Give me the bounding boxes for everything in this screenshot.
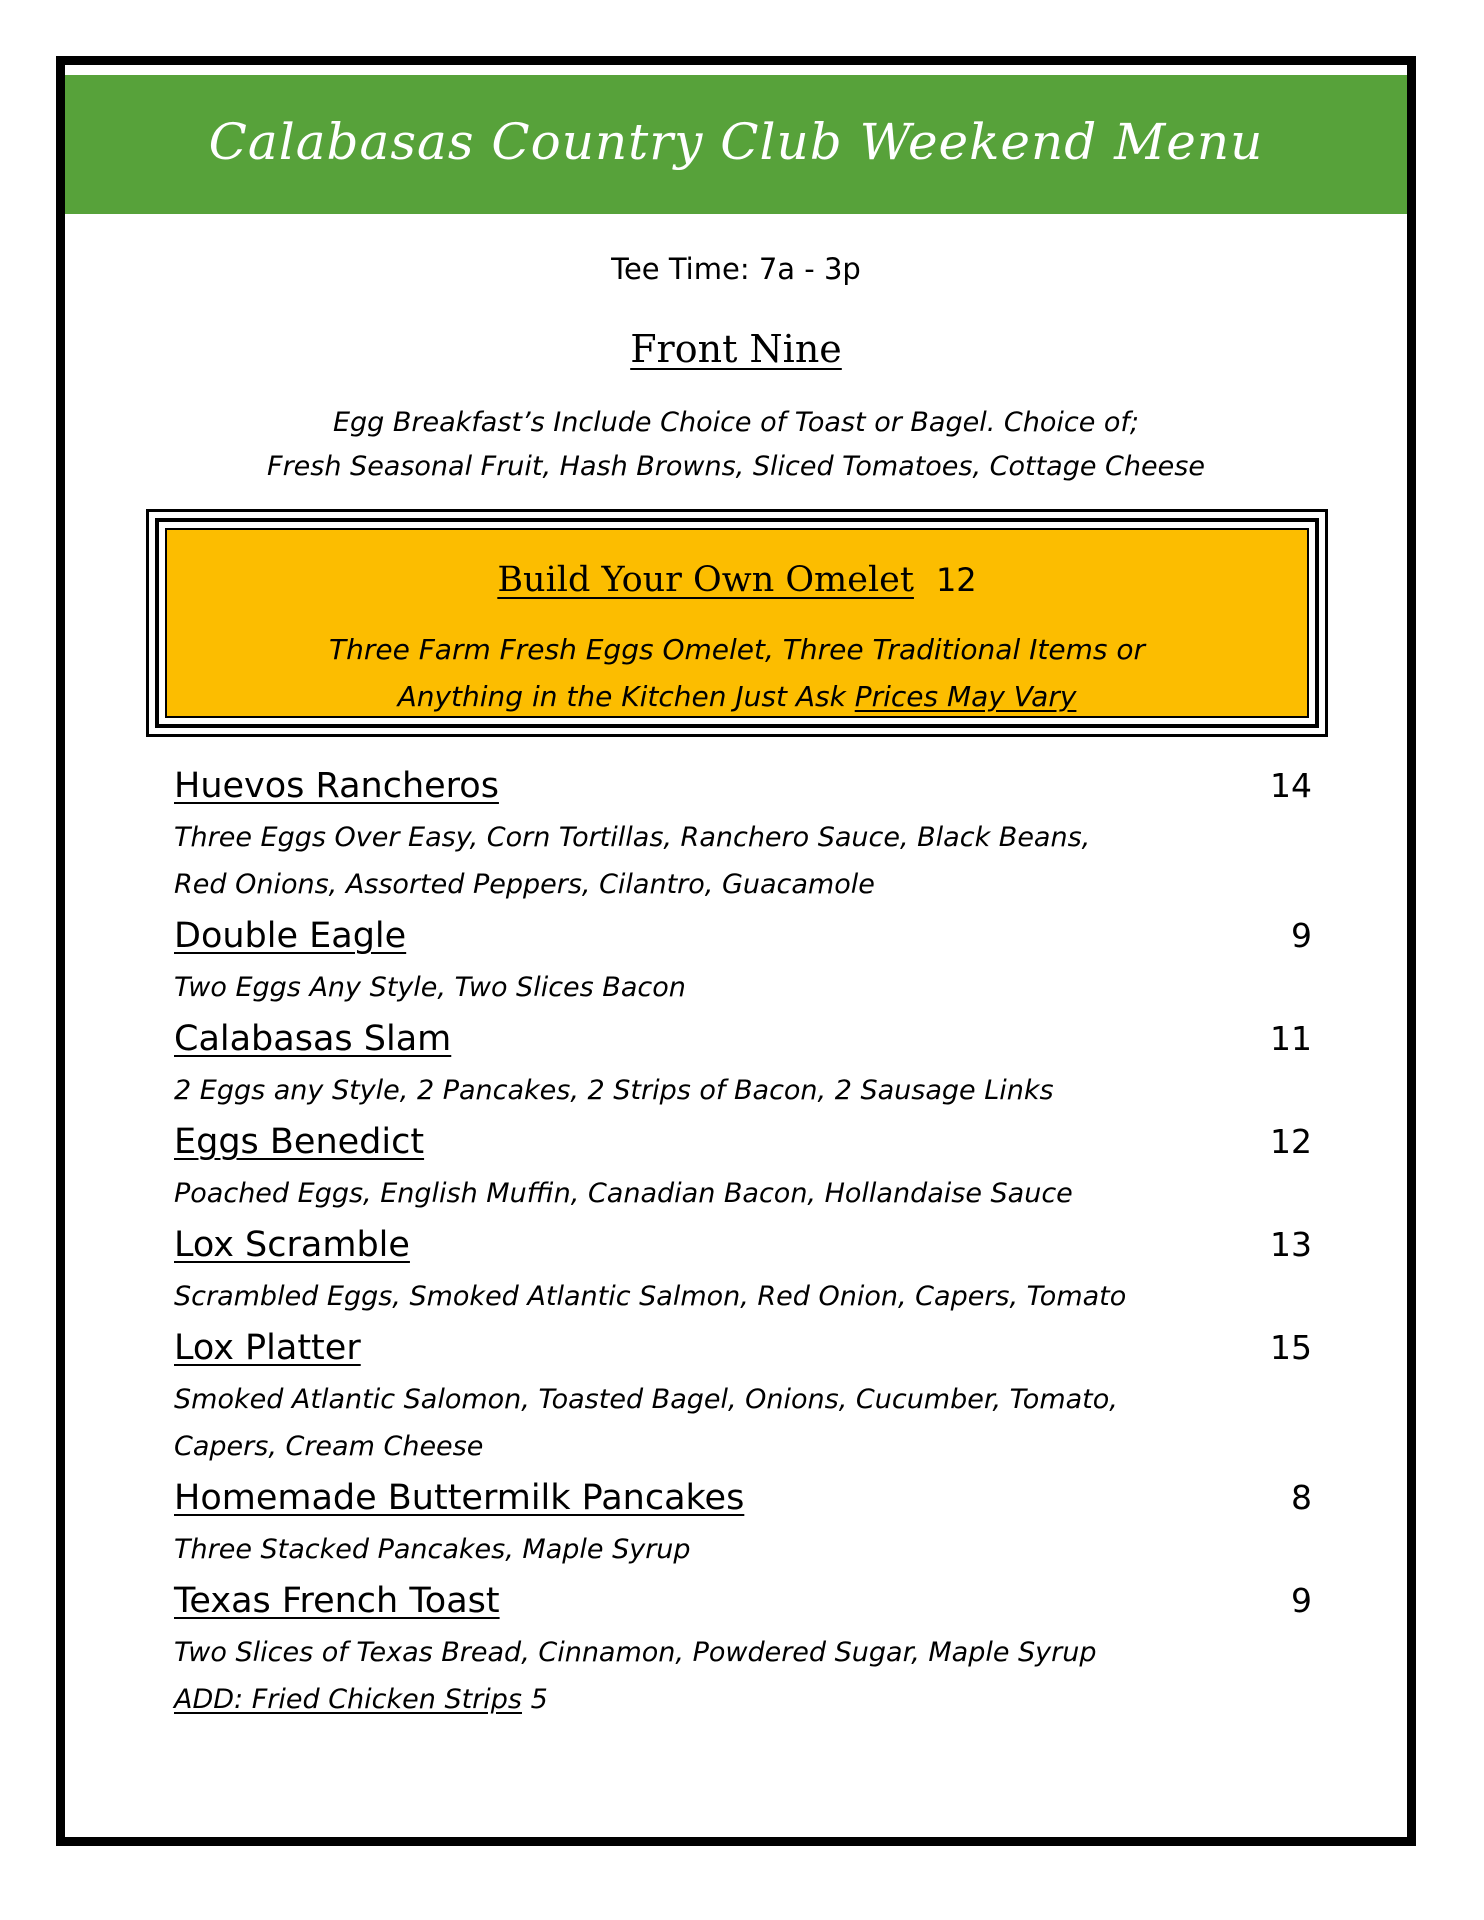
intro-line-1: Egg Breakfast’s Include Choice of Toast or Bagel. Choice of; bbox=[332, 407, 1140, 438]
menu-item-description: Red Onions, Assorted Peppers, Cilantro, Guacamole bbox=[174, 869, 875, 900]
menu-item-header bbox=[174, 1011, 1312, 1067]
menu-item bbox=[174, 908, 1312, 1011]
menu-item bbox=[174, 1573, 1312, 1723]
omelet-box-border bbox=[155, 518, 1319, 728]
menu-item-price: 12 bbox=[1270, 1122, 1312, 1161]
tee-time: Tee Time: 7a - 3p bbox=[611, 252, 861, 286]
omelet-box bbox=[146, 509, 1328, 737]
menu-item-header bbox=[174, 1114, 1312, 1170]
omelet-heading bbox=[167, 560, 1307, 600]
menu-item-price: 13 bbox=[1270, 1225, 1312, 1264]
title-banner bbox=[65, 75, 1407, 214]
menu-item bbox=[174, 758, 1312, 908]
menu-item-name: Double Eagle bbox=[174, 916, 407, 956]
menu-item-price: 8 bbox=[1291, 1478, 1312, 1517]
menu-title: Calabasas Country Club Weekend Menu bbox=[208, 112, 1264, 171]
menu-item-name: Texas French Toast bbox=[174, 1581, 500, 1621]
menu-item-description: Three Eggs Over Easy, Corn Tortillas, Ranchero Sauce, Black Beans, bbox=[174, 822, 1091, 853]
menu-item bbox=[174, 1114, 1312, 1217]
menu-item-name: Homemade Buttermilk Pancakes bbox=[174, 1478, 745, 1518]
omelet-price-note: Prices May Vary bbox=[854, 680, 1077, 713]
menu-item-description: Two Slices of Texas Bread, Cinnamon, Powdered Sugar, Maple Syrup bbox=[174, 1637, 1097, 1668]
menu-item-price: 11 bbox=[1270, 1019, 1312, 1058]
menu-item-description: Scrambled Eggs, Smoked Atlantic Salmon, Red Onion, Capers, Tomato bbox=[174, 1281, 1127, 1312]
menu-item-description: Smoked Atlantic Salomon, Toasted Bagel, Onions, Cucumber, Tomato, bbox=[174, 1384, 1118, 1415]
menu-item-header bbox=[174, 1217, 1312, 1273]
menu-item-name: Huevos Rancheros bbox=[174, 766, 499, 806]
omelet-desc-line-2 bbox=[167, 673, 1307, 720]
section-title-text: Front Nine bbox=[630, 327, 842, 371]
menu-item bbox=[174, 1470, 1312, 1573]
addon-line bbox=[174, 1676, 1312, 1723]
menu-frame bbox=[56, 56, 1416, 1846]
menu-item-price: 15 bbox=[1270, 1328, 1312, 1367]
section-intro bbox=[65, 401, 1407, 489]
menu-list bbox=[174, 758, 1312, 1723]
menu-item-description: Capers, Cream Cheese bbox=[174, 1431, 484, 1462]
menu-item-name: Eggs Benedict bbox=[174, 1122, 425, 1162]
menu-item-price: 9 bbox=[1291, 1581, 1312, 1620]
menu-item bbox=[174, 1011, 1312, 1114]
menu-item-name: Calabasas Slam bbox=[174, 1019, 452, 1059]
addon-label: ADD: Fried Chicken Strips bbox=[174, 1684, 522, 1715]
menu-item-description: Two Eggs Any Style, Two Slices Bacon bbox=[174, 972, 686, 1003]
omelet-box-fill bbox=[165, 528, 1309, 718]
omelet-price: 12 bbox=[935, 561, 977, 599]
intro-line-2: Fresh Seasonal Fruit, Hash Browns, Sliced Tomatoes, Cottage Cheese bbox=[267, 451, 1205, 482]
omelet-description bbox=[167, 626, 1307, 720]
addon-price: 5 bbox=[530, 1684, 548, 1715]
menu-item-header bbox=[174, 1470, 1312, 1526]
omelet-name: Build Your Own Omelet bbox=[497, 560, 914, 600]
section-title bbox=[65, 327, 1407, 371]
menu-item-name: Lox Platter bbox=[174, 1328, 361, 1368]
menu-item-name: Lox Scramble bbox=[174, 1225, 410, 1265]
menu-item bbox=[174, 1320, 1312, 1470]
menu-item-description: Poached Eggs, English Muffin, Canadian Bacon, Hollandaise Sauce bbox=[174, 1178, 1073, 1209]
menu-item-price: 14 bbox=[1270, 766, 1312, 805]
menu-item bbox=[174, 1217, 1312, 1320]
menu-item-header bbox=[174, 1573, 1312, 1629]
omelet-desc-line-1: Three Farm Fresh Eggs Omelet, Three Traditional Items or bbox=[328, 633, 1145, 666]
menu-item-header bbox=[174, 1320, 1312, 1376]
menu-item-description: Three Stacked Pancakes, Maple Syrup bbox=[174, 1534, 691, 1565]
menu-item-price: 9 bbox=[1291, 916, 1312, 955]
menu-item-header bbox=[174, 908, 1312, 964]
omelet-desc-prefix: Anything in the Kitchen Just Ask bbox=[397, 680, 855, 713]
menu-item-description: 2 Eggs any Style, 2 Pancakes, 2 Strips of Bacon, 2 Sausage Links bbox=[174, 1075, 1054, 1106]
menu-item-header bbox=[174, 758, 1312, 814]
